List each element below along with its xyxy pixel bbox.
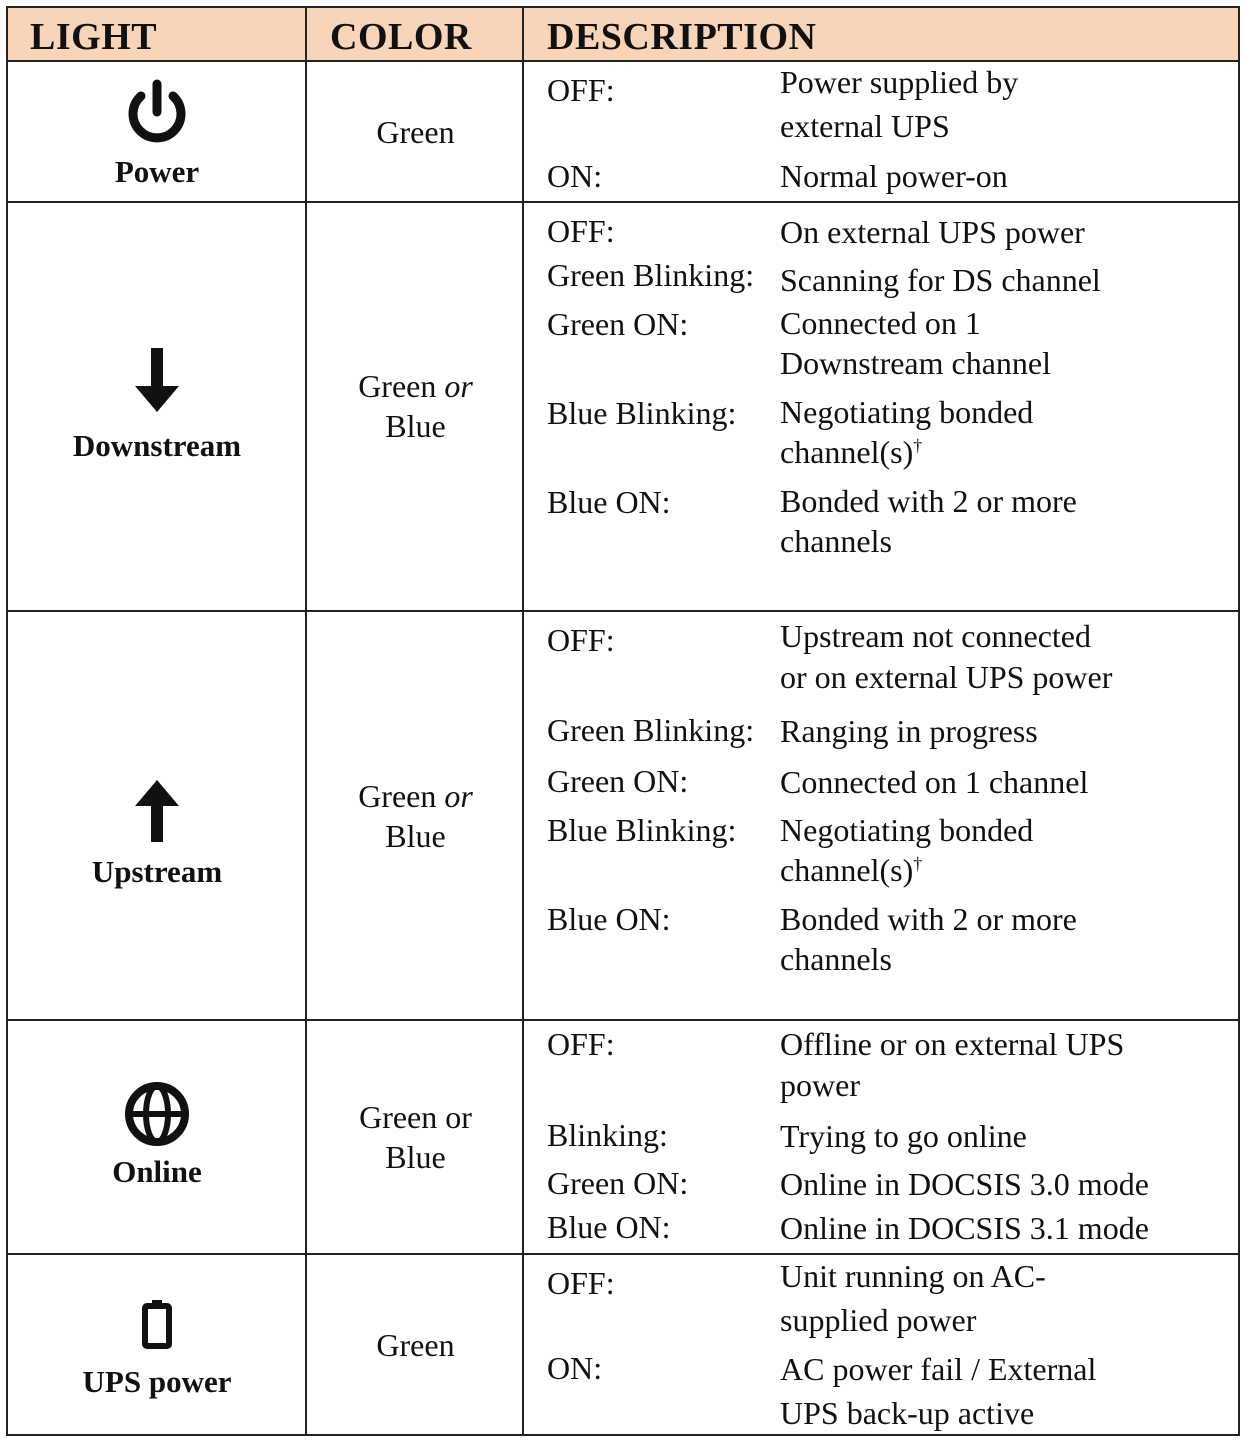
state-description: Bonded with 2 or more channels: [780, 901, 1077, 977]
state-label: ON:: [547, 1350, 603, 1386]
color-cell: Green or Blue: [359, 1099, 472, 1175]
color-cell: Green or Blue: [358, 778, 473, 854]
state-label: Green Blinking:: [547, 712, 755, 748]
state-description: Unit running on AC- supplied power: [780, 1258, 1046, 1338]
state-description: Negotiating bonded channel(s)†: [780, 394, 1034, 470]
light-cell-ups-power: [8, 1298, 306, 1400]
state-label: ON:: [547, 158, 603, 194]
state-label: Blue Blinking:: [547, 395, 737, 431]
state-description: AC power fail / External UPS back-up active: [780, 1351, 1097, 1431]
header-light: LIGHT: [30, 16, 158, 58]
battery-icon: [140, 1298, 174, 1350]
color-cell: Green: [376, 114, 455, 150]
state-description: On external UPS power: [780, 214, 1085, 250]
light-cell-power: [8, 78, 306, 190]
state-description: Connected on 1 Downstream channel: [780, 305, 1052, 381]
state-description: Negotiating bonded channel(s)†: [780, 812, 1034, 888]
state-label: Blue Blinking:: [547, 812, 737, 848]
light-cell-online: [8, 1080, 306, 1190]
state-description: Online in DOCSIS 3.1 mode: [780, 1210, 1149, 1246]
state-label: OFF:: [547, 213, 615, 249]
state-description: Connected on 1 channel: [780, 764, 1089, 800]
state-label: Green ON:: [547, 306, 689, 342]
header-color: COLOR: [330, 16, 472, 58]
globe-icon: [123, 1080, 191, 1148]
state-label: OFF:: [547, 1026, 615, 1062]
row-divider: [6, 610, 1240, 612]
state-label: Blinking:: [547, 1117, 668, 1153]
state-description: Offline or on external UPS power: [780, 1026, 1125, 1103]
state-label: Green Blinking:: [547, 257, 755, 293]
state-description: Online in DOCSIS 3.0 mode: [780, 1166, 1149, 1202]
state-description: Bonded with 2 or more channels: [780, 483, 1077, 559]
state-label: Green ON:: [547, 1165, 689, 1201]
state-label: Blue ON:: [547, 901, 671, 937]
color-cell: Green or Blue: [358, 368, 473, 444]
state-description: Scanning for DS channel: [780, 262, 1101, 298]
state-label: Green ON:: [547, 763, 689, 799]
arrow-down-icon: [132, 346, 182, 416]
light-name: Power: [114, 154, 200, 189]
state-description: Trying to go online: [780, 1118, 1027, 1154]
light-cell-upstream: [8, 778, 306, 890]
state-description: Power supplied by external UPS: [780, 64, 1019, 144]
state-description: Upstream not connected or on external UPS power: [780, 618, 1113, 695]
col-divider: [1238, 6, 1240, 1436]
dagger-footnote: †: [913, 853, 923, 874]
col-divider: [522, 6, 524, 1436]
light-name: Downstream: [72, 428, 242, 463]
state-label: OFF:: [547, 622, 615, 658]
row-divider: [6, 1253, 1240, 1255]
col-divider: [6, 6, 8, 1436]
state-description: Normal power-on: [780, 158, 1008, 194]
state-label: OFF:: [547, 1265, 615, 1301]
row-divider: [6, 60, 1240, 62]
state-label: OFF:: [547, 72, 615, 108]
color-cell: Green: [376, 1327, 455, 1363]
light-name: Upstream: [91, 854, 223, 889]
state-description: Ranging in progress: [780, 713, 1038, 749]
dagger-footnote: †: [913, 435, 923, 456]
power-icon: [122, 78, 192, 148]
light-cell-downstream: [8, 346, 306, 464]
row-divider: [6, 201, 1240, 203]
state-label: Blue ON:: [547, 484, 671, 520]
row-divider: [6, 1019, 1240, 1021]
light-name: Online: [112, 1154, 202, 1189]
col-divider: [305, 6, 307, 1436]
state-label: Blue ON:: [547, 1209, 671, 1245]
light-name: UPS power: [82, 1364, 232, 1399]
table-border-top: [6, 6, 1240, 8]
header-description: DESCRIPTION: [547, 16, 817, 58]
arrow-up-icon: [132, 778, 182, 844]
